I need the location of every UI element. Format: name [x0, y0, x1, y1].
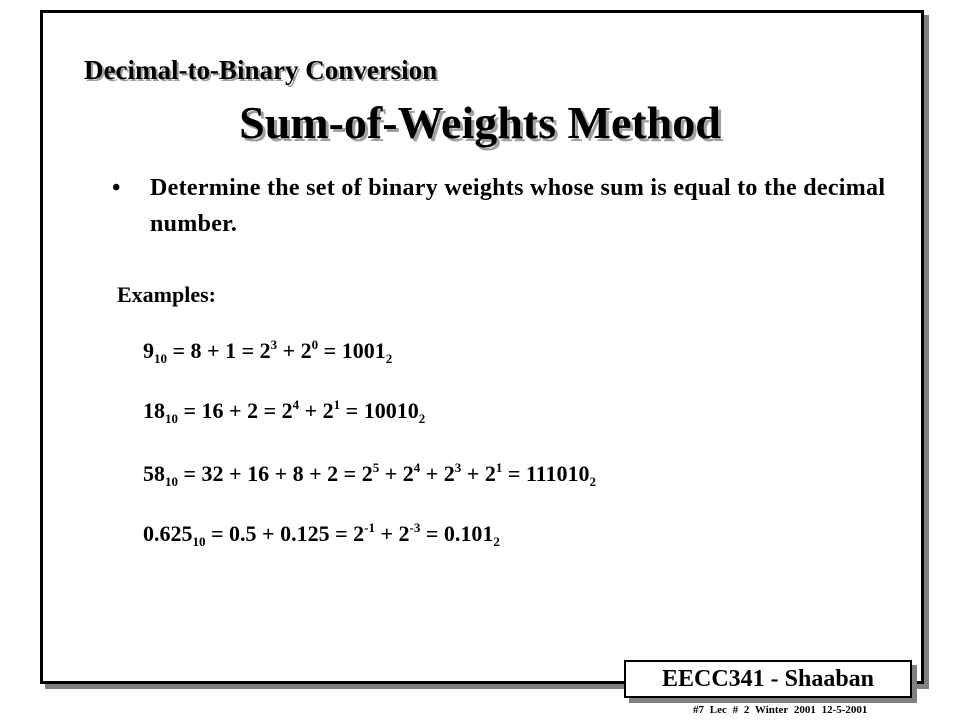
power-base: 2 [443, 461, 455, 486]
binary-base: 2 [589, 474, 596, 489]
decimal-base: 10 [154, 351, 167, 366]
binary-base: 2 [418, 411, 426, 426]
binary-base: 2 [493, 534, 500, 549]
binary-value: 10010 [363, 398, 419, 423]
equals-sign: = [420, 521, 444, 546]
binary-value: 0.101 [443, 521, 494, 546]
binary-value: 1001 [341, 338, 386, 363]
equals-sign: = [502, 461, 526, 486]
plus-sign: + [277, 338, 301, 363]
example-row [143, 460, 596, 490]
power-base: 2 [398, 521, 410, 546]
weight-sum: = 0.5 + 0.125 = [205, 521, 354, 546]
power-base: 2 [259, 338, 271, 363]
power-base: 2 [484, 461, 496, 486]
plus-sign: + [420, 461, 444, 486]
power-base: 2 [361, 461, 373, 486]
power-exponent: 5 [372, 460, 380, 475]
plus-sign: + [374, 521, 399, 546]
slide-header: Decimal-to-Binary Conversion [84, 55, 438, 85]
example-row [143, 520, 500, 550]
decimal-value: 0.625 [143, 521, 193, 546]
binary-base: 2 [385, 351, 393, 366]
slide-title: Sum-of-Weights Method [239, 97, 721, 148]
equals-sign: = [318, 338, 342, 363]
power-base: 2 [300, 338, 312, 363]
power-exponent: 0 [311, 337, 319, 352]
power-exponent: -1 [364, 520, 375, 535]
power-base: 2 [281, 398, 293, 423]
power-base: 2 [322, 398, 334, 423]
plus-sign: + [299, 398, 323, 423]
power-exponent: 1 [495, 460, 503, 475]
power-exponent: 1 [333, 397, 341, 412]
example-row [143, 337, 392, 367]
decimal-value: 9 [143, 338, 154, 363]
power-exponent: 3 [270, 337, 278, 352]
bullet-text: Determine the set of binary weights whose sum is equal to the decimal number. [150, 175, 886, 237]
decimal-base: 10 [165, 474, 178, 489]
equals-sign: = [340, 398, 364, 423]
weight-sum: = 8 + 1 = [167, 338, 260, 363]
weight-sum: = 32 + 16 + 8 + 2 = [178, 461, 362, 486]
course-badge: EECC341 - Shaaban [624, 660, 912, 698]
decimal-base: 10 [192, 534, 206, 549]
binary-value: 111010 [525, 461, 590, 486]
decimal-value: 18 [143, 398, 165, 423]
plus-sign: + [461, 461, 485, 486]
power-exponent: 4 [292, 397, 300, 412]
power-base: 2 [402, 461, 414, 486]
power-exponent: 4 [413, 460, 421, 475]
examples-label: Examples: [117, 282, 216, 307]
example-row [143, 397, 425, 427]
decimal-value: 58 [143, 461, 165, 486]
bullet-icon: • [112, 175, 121, 201]
footer-info: #7 Lec # 2 Winter 2001 12-5-2001 [693, 704, 868, 716]
decimal-base: 10 [165, 411, 178, 426]
power-base: 2 [353, 521, 365, 546]
power-exponent: -3 [409, 520, 421, 535]
plus-sign: + [379, 461, 403, 486]
power-exponent: 3 [454, 460, 462, 475]
weight-sum: = 16 + 2 = [178, 398, 282, 423]
